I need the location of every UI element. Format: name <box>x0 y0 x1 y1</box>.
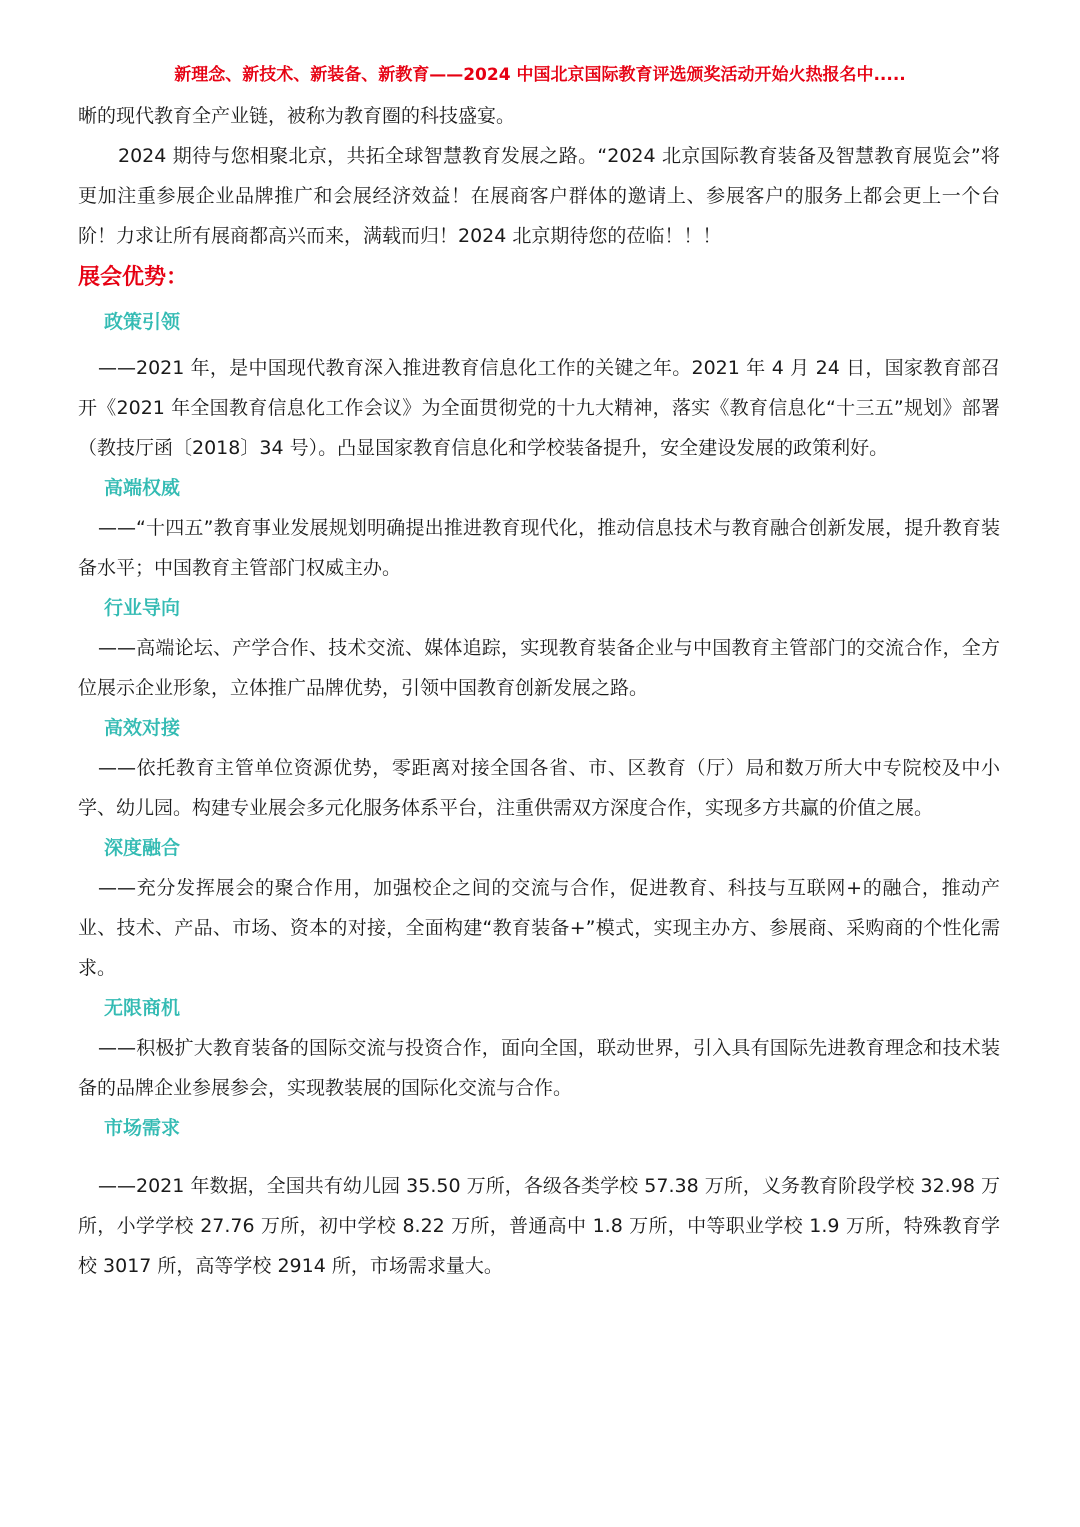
intro-paragraph-2: 2024 期待与您相聚北京，共拓全球智慧教育发展之路。“2024 北京国际教育装备及智慧教育展览会”将更加注重参展企业品牌推广和会展经济效益！在展商客户群体的邀请上、参展客户的服务上都会更上一个台阶！力求让所有展商都高兴而来，满载而归！2024 北京期待您的莅临！！！ <box>78 145 1000 247</box>
event-banner: 新理念、新技术、新装备、新教育——2024 中国北京国际教育评选颁奖活动开始火热报名中..... <box>174 65 906 85</box>
advantage-body-policy: ——2021 年，是中国现代教育深入推进教育信息化工作的关键之年。2021 年 4 月 24 日，国家教育部召开《2021 年全国教育信息化工作会议》为全面贯彻党的十九大精神，落实《教育信息化“十三五”规划》部署（教技厅函〔2018〕34 号）。凸显国家教育信息化和学校装备提升，安全建设发展的政策利好。 <box>78 357 1000 459</box>
advantage-body-opportunity: ——积极扩大教育装备的国际交流与投资合作，面向全国，联动世界，引入具有国际先进教育理念和技术装备的品牌企业参展参会，实现教装展的国际化交流与合作。 <box>78 1037 1000 1099</box>
advantage-heading-industry: 行业导向 <box>104 597 181 619</box>
document-body <box>78 96 1000 1286</box>
advantage-body-market: ——2021 年数据，全国共有幼儿园 35.50 万所，各级各类学校 57.38 万所，义务教育阶段学校 32.98 万所，小学学校 27.76 万所，初中学校 8.22 万所，普通高中 1.8 万所，中等职业学校 1.9 万所，特殊教育学校 3017 所，高等学校 2914 所，市场需求量大。 <box>78 1175 1000 1277</box>
advantages-title: 展会优势： <box>78 265 189 290</box>
advantage-heading-authority: 高端权威 <box>104 477 181 499</box>
advantage-heading-matching: 高效对接 <box>104 717 181 739</box>
advantage-body-integration: ——充分发挥展会的聚合作用，加强校企之间的交流与合作，促进教育、科技与互联网+的融合，推动产业、技术、产品、市场、资本的对接，全面构建“教育装备+”模式，实现主办方、参展商、采购商的个性化需求。 <box>78 877 1000 979</box>
advantage-heading-integration: 深度融合 <box>104 837 181 859</box>
advantage-heading-opportunity: 无限商机 <box>104 997 181 1019</box>
advantage-heading-market: 市场需求 <box>104 1117 181 1139</box>
advantage-body-authority: ——“十四五”教育事业发展规划明确提出推进教育现代化，推动信息技术与教育融合创新发展，提升教育装备水平；中国教育主管部门权威主办。 <box>78 517 1000 579</box>
intro-paragraph-1: 晰的现代教育全产业链，被称为教育圈的科技盛宴。 <box>78 105 516 127</box>
advantage-body-industry: ——高端论坛、产学合作、技术交流、媒体追踪，实现教育装备企业与中国教育主管部门的交流合作，全方位展示企业形象，立体推广品牌优势，引领中国教育创新发展之路。 <box>78 637 1000 699</box>
advantage-heading-policy: 政策引领 <box>104 311 181 333</box>
advantage-body-matching: ——依托教育主管单位资源优势，零距离对接全国各省、市、区教育（厅）局和数万所大中专院校及中小学、幼儿园。构建专业展会多元化服务体系平台，注重供需双方深度合作，实现多方共赢的价值之展。 <box>78 757 1000 819</box>
